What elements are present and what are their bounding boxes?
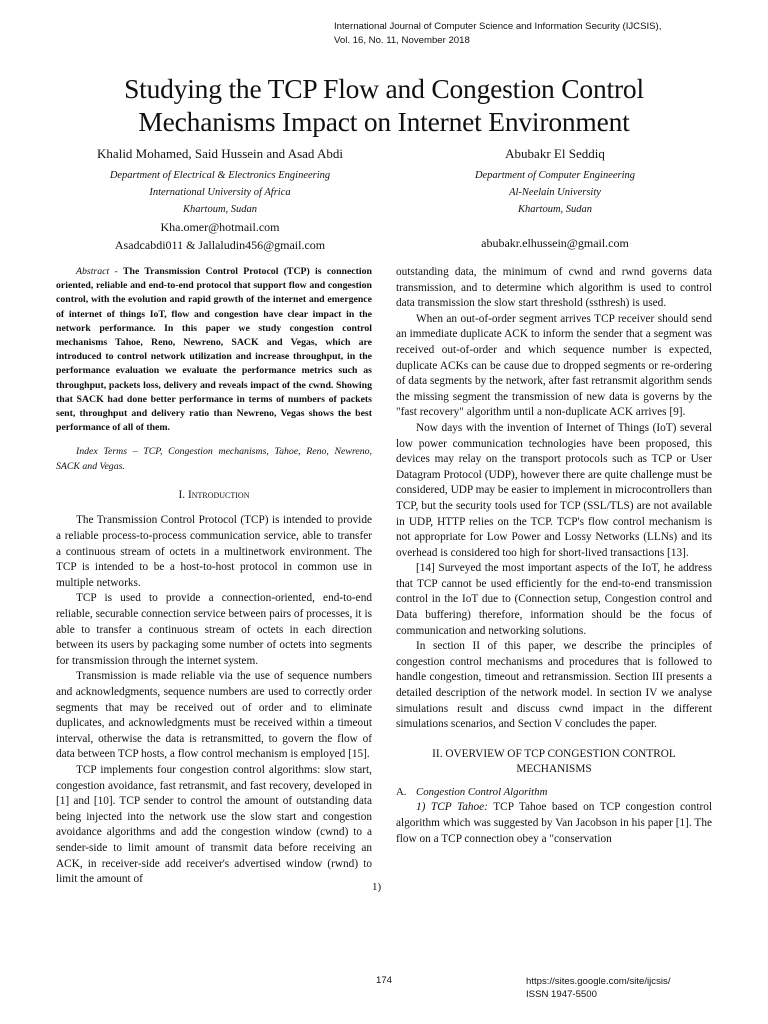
section-numeral: I.: [178, 488, 188, 501]
index-terms: Index Terms – TCP, Congestion mechanisms, Tahoe, Reno, Newreno, SACK and Vegas.: [56, 446, 372, 472]
paragraph: TCP implements four congestion control algorithms: slow start, congestion avoidance, fast retransmit, and fast recovery, developed in [1] and [10]. TCP sender to control the amount of outstanding data being injected into the network use the slow start and congestion avoidance algorithms and add the congestion window (cwnd) to a sender-side to limit amount of transmit data before receiving an ACK, in receiver-side add receiver's advertised window (rwnd) to limit the amount of: [56, 763, 372, 886]
footer-url: https://sites.google.com/site/ijcsis/: [526, 976, 671, 987]
title-line-2: Mechanisms Impact on Internet Environment: [138, 106, 630, 137]
page-number: 174: [375, 975, 392, 986]
abstract: [56, 265, 372, 435]
paragraph: [14] Surveyed the most important aspects of the IoT, he address that TCP cannot be used efficiently for the end-to-end transmission control in the IoT due to (Connection setup, Congestion control and Data buffering) therefore, information should be the focus of communication and networking solutions.: [396, 562, 712, 637]
author-city: Khartoum, Sudan: [182, 204, 258, 215]
paragraph-text: TCP Tahoe based on TCP congestion control algorithm which was suggested by Van Jacobson in his paper [1]. The flow on a TCP connection obey a "conservation: [396, 801, 713, 845]
author-names: Khalid Mohamed, Said Hussein and Asad Abdi: [97, 146, 343, 161]
abstract-dash: -: [109, 266, 123, 277]
paragraph: Transmission is made reliable via the use of sequence numbers and acknowledgments, sequence numbers are used to correctly order segments that may be received out of order and to eliminate duplicates, and acknowledgments must be received within a timeout interval, otherwise the data is retransmitted, to govern the flow of data between TCP hosts, a flow control mechanism is employed [15].: [56, 670, 372, 761]
right-column: [396, 265, 712, 847]
subsection-heading: [396, 785, 712, 801]
paper-title: [0, 72, 768, 138]
section-heading-line: MECHANISMS: [516, 762, 592, 775]
journal-header: [334, 20, 734, 48]
margin-mark: 1): [372, 881, 382, 893]
footer-info: [526, 975, 671, 1001]
section-heading-overview: [396, 747, 712, 777]
section-heading-line: II. OVERVIEW OF TCP CONGESTION CONTROL: [432, 747, 676, 760]
author-names: Abubakr El Seddiq: [505, 146, 605, 161]
title-line-1: Studying the TCP Flow and Congestion Control: [124, 73, 644, 104]
abstract-text: The Transmission Control Protocol (TCP) is connection oriented, reliable and end-to-end protocol that support flow and congestion control, with the evolution and rapid growth of the internet and emergence of internet of things IoT, flow and congestion have clear impact in the network performance. In this paper we study congestion control mechanisms Tahoe, Reno, Newreno, SACK and Vegas, which are introduced to control network utilization and increase throughput, in the performance evaluation we evaluate the performance metrics such as throughput, packets loss, delivery and reveals impact of the cwnd. Showing that SACK had done better performance in terms of numbers of packets sent, throughput and delivery ratio than Newreno, Vegas shows the best performance of all of them.: [56, 266, 372, 434]
journal-name: International Journal of Computer Science and Information Security (IJCSIS),: [334, 21, 662, 32]
author-email: Asadcabdi011 & Jallaludin456@gmail.com: [114, 238, 326, 252]
author-department: Department of Electrical & Electronics Engineering: [109, 170, 331, 181]
author-department: Department of Computer Engineering: [474, 170, 636, 181]
footer-issn: ISSN 1947-5500: [526, 989, 597, 1000]
paragraph: When an out-of-order segment arrives TCP receiver should send an immediate duplicate ACK to inform the sender that a segment was received out-of-order and which sequence number is expected, duplicate ACKs can be cause due to dropped segments or re-ordering of data segments by the network, after fast retransmit algorithm sends the missing segment the transmission of new data is governs by the "fast recovery" algorithm until a non-duplicate ACK arrives [9].: [396, 312, 712, 419]
journal-volume: Vol. 16, No. 11, November 2018: [334, 35, 470, 46]
subsection-title: Congestion Control Algorithm: [416, 785, 548, 798]
paragraph: outstanding data, the minimum of cwnd and rwnd governs data transmission, and to determine which algorithm is used to control data transmission the slow start threshold (ssthresh) is used.: [396, 266, 712, 310]
paragraph: Now days with the invention of Internet of Things (IoT) several low power communication technologies have been proposed, this devices may relay on the transport protocols such as TCP or User Datagram Protocol (UDP), however there are quite challenge must be considered, UDP may be easier to implement in microcontrollers than TCP, but the security tools used for TCP (SSL/TLS) are not available in UDP, HTTP relies on the TCP. TCP's flow control mechanism is not appropriate for Low Power and Lossy Networks (LLNs) and its overhead is considered too high for short-lived transactions [13].: [396, 421, 712, 559]
subsection-number: A.: [396, 785, 407, 798]
paragraph: [396, 800, 712, 847]
author-city: Khartoum, Sudan: [517, 204, 593, 215]
author-email: Kha.omer@hotmail.com: [160, 220, 280, 234]
paragraph-label: 1) TCP Tahoe:: [416, 801, 488, 814]
paragraph: The Transmission Control Protocol (TCP) is intended to provide a reliable process-to-process communication service, able to transfer a continuous stream of octets in a multinetwork environment. The TCP is intended to be a host-to-host protocol in common use in multiple networks.: [56, 514, 372, 589]
author-block-left: [60, 144, 380, 254]
paragraph: In section II of this paper, we describe the principles of congestion control mechanisms and procedures that is followed to handle congestion, timeout and retransmission. Section III presents a detailed description of the network model. In section IV we analyse simulations result and discuss cwnd impact in the different simulations scenarios, and Section V concludes the paper.: [396, 640, 712, 731]
paragraph: TCP is used to provide a connection-oriented, end-to-end reliable, securable connection service between pairs of processes, it is able to transfer a continuous stream of octets in each direction between its users by packaging some number of octets into segments for transmission through the internet system.: [56, 592, 372, 667]
author-block-right: [420, 144, 690, 252]
author-institution: International University of Africa: [149, 187, 291, 198]
section-heading-introduction: [56, 488, 372, 504]
author-institution: Al-Neelain University: [509, 187, 601, 198]
left-column: [56, 265, 372, 888]
abstract-lead: Abstract: [76, 266, 110, 277]
section-title: Introduction: [187, 488, 250, 501]
author-email: abubakr.elhussein@gmail.com: [481, 236, 629, 250]
